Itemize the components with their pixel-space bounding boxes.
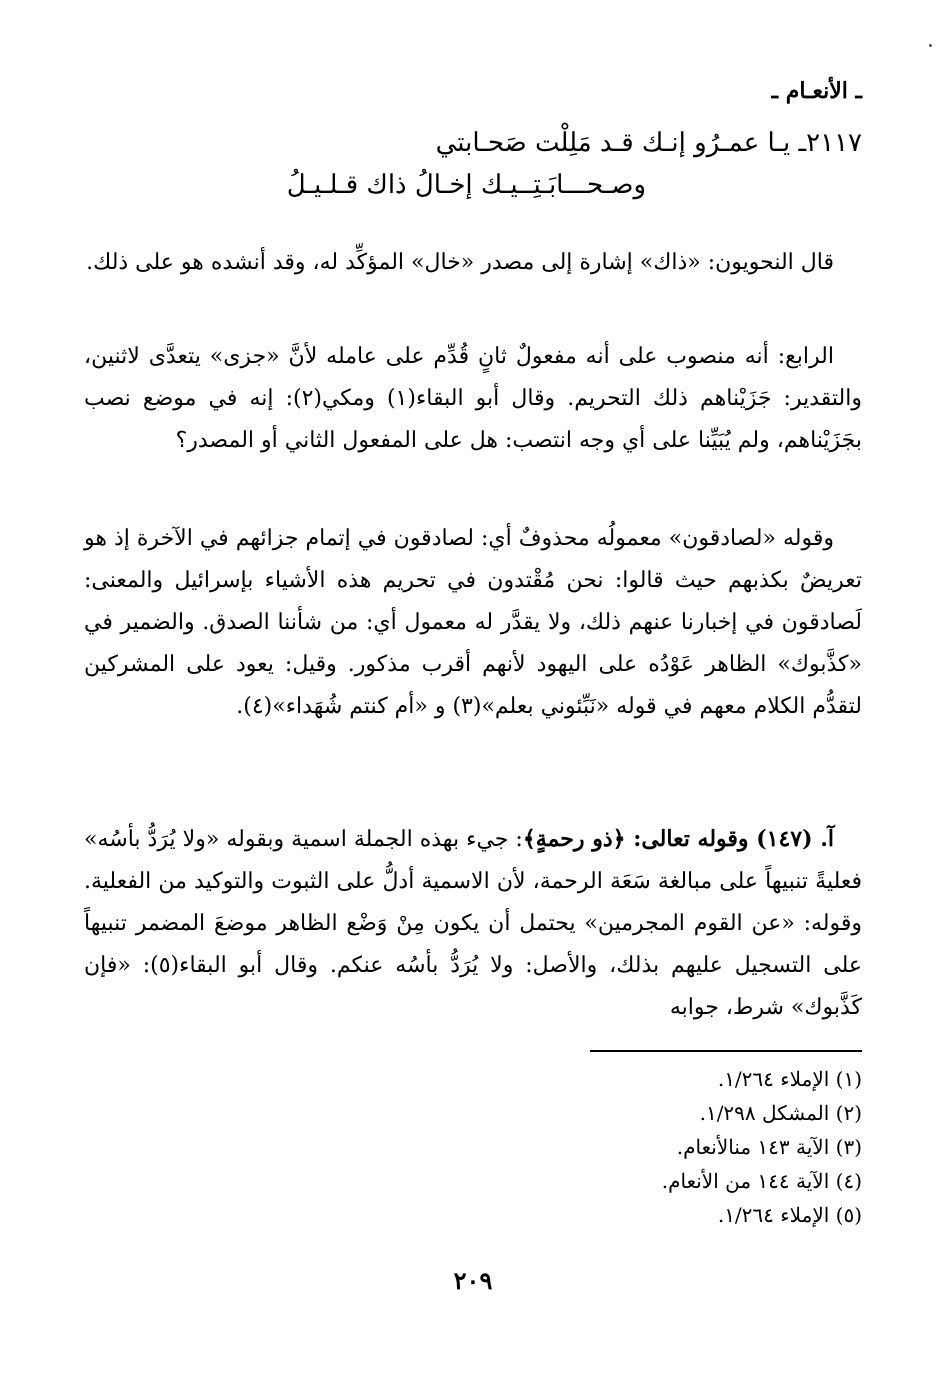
running-title: ـ الأنعـام ـ [771,78,862,104]
footnote: (٣) الآية ١٤٣ منالأنعام. [676,1135,862,1159]
footnotes-list [662,1062,862,1232]
paragraph-1: قال النحويون: «ذاك» إشارة إلى مصدر «خال» المؤكِّد له، وقد أنشده هو على ذلك. [86,250,834,275]
verse-line-2: وصـحـــابَـتِــيـك إخـالُ ذاك قـلـيـلُ [286,170,646,200]
footnote: (١) الإملاء ١/٢٦٤. [717,1067,862,1091]
footnote: (٥) الإملاء ١/٢٦٤. [717,1203,862,1227]
page-number: ٢٠٩ [453,1266,493,1295]
footnote: (٤) الآية ١٤٤ من الأنعام. [661,1169,862,1193]
verse-line-1: ٢١١٧ـ يـا عمـرُو إنـك قـد مَلِلْت صَحـابتي [435,128,862,158]
verse-citation: آ. (١٤٧) وقوله تعالى: ﴿ذو رحمةٍ﴾ [522,826,835,852]
paragraph-4 [84,818,862,1070]
paragraph-2: الرابع: أنه منصوب على أنه مفعولٌ ثانٍ قُدِّم على عامله لأنَّ «جزى» يتعدَّى لاثنين، والتقدير: جَزَيْناهم ذلك التحريم. وقال أبو البقاء(١) ومكي(٢): إنه في موضع نصب بجَزَيْناهم، ولم يُبَيِّنا على أي وجه انتصب: هل على المفعول الثاني أو المصدر؟ [84,344,862,453]
paragraph-3: وقوله «لصادقون» معمولُه محذوفٌ أي: لصادقون في إتمام جزائهم في الآخرة إذ هو تعريضٌ بكذبهم حيث قالوا: نحن مُقْتدون في تحريم هذه الأشياء بإسرائيل والمعنى: لَصادقون في إخبارنا عنهم ذلك، ولا يقدَّر له معمول أي: من شأننا الصدق. والضمير في «كذَّبوك» الظاهر عَوْدُه على اليهود لأنهم أقرب مذكور. وقيل: يعود على المشركين لتقدُّم الكلام معهم في قوله «نَبِّئوني بعلم»(٣) و «أم كنتم شُهَداء»(٤). [84,526,862,719]
footnote-separator [590,1050,862,1052]
scan-speck [929,44,932,47]
footnote: (٢) المشكل ١/٢٩٨. [699,1101,862,1125]
paragraph-4-body: : جيء بهذه الجملة اسمية وبقوله «ولا يُرَدُّ بأسُه» فعليةً تنبيهاً على مبالغة سَعَة الرحمة، لأن الاسمية أدلُّ على الثبوت والتوكيد من الفعلية. وقوله: «عن القوم المجرمين» يحتمل أن يكون مِنْ وَضْع الظاهر موضعَ المضمر تنبيهاً على التسجيل عليهم بذلك، والأصل: ولا يُرَدُّ بأسُه عنكم. وقال أبو البقاء(٥): «فإن كَذَّبوك» شرط، جوابه [84,827,862,1020]
